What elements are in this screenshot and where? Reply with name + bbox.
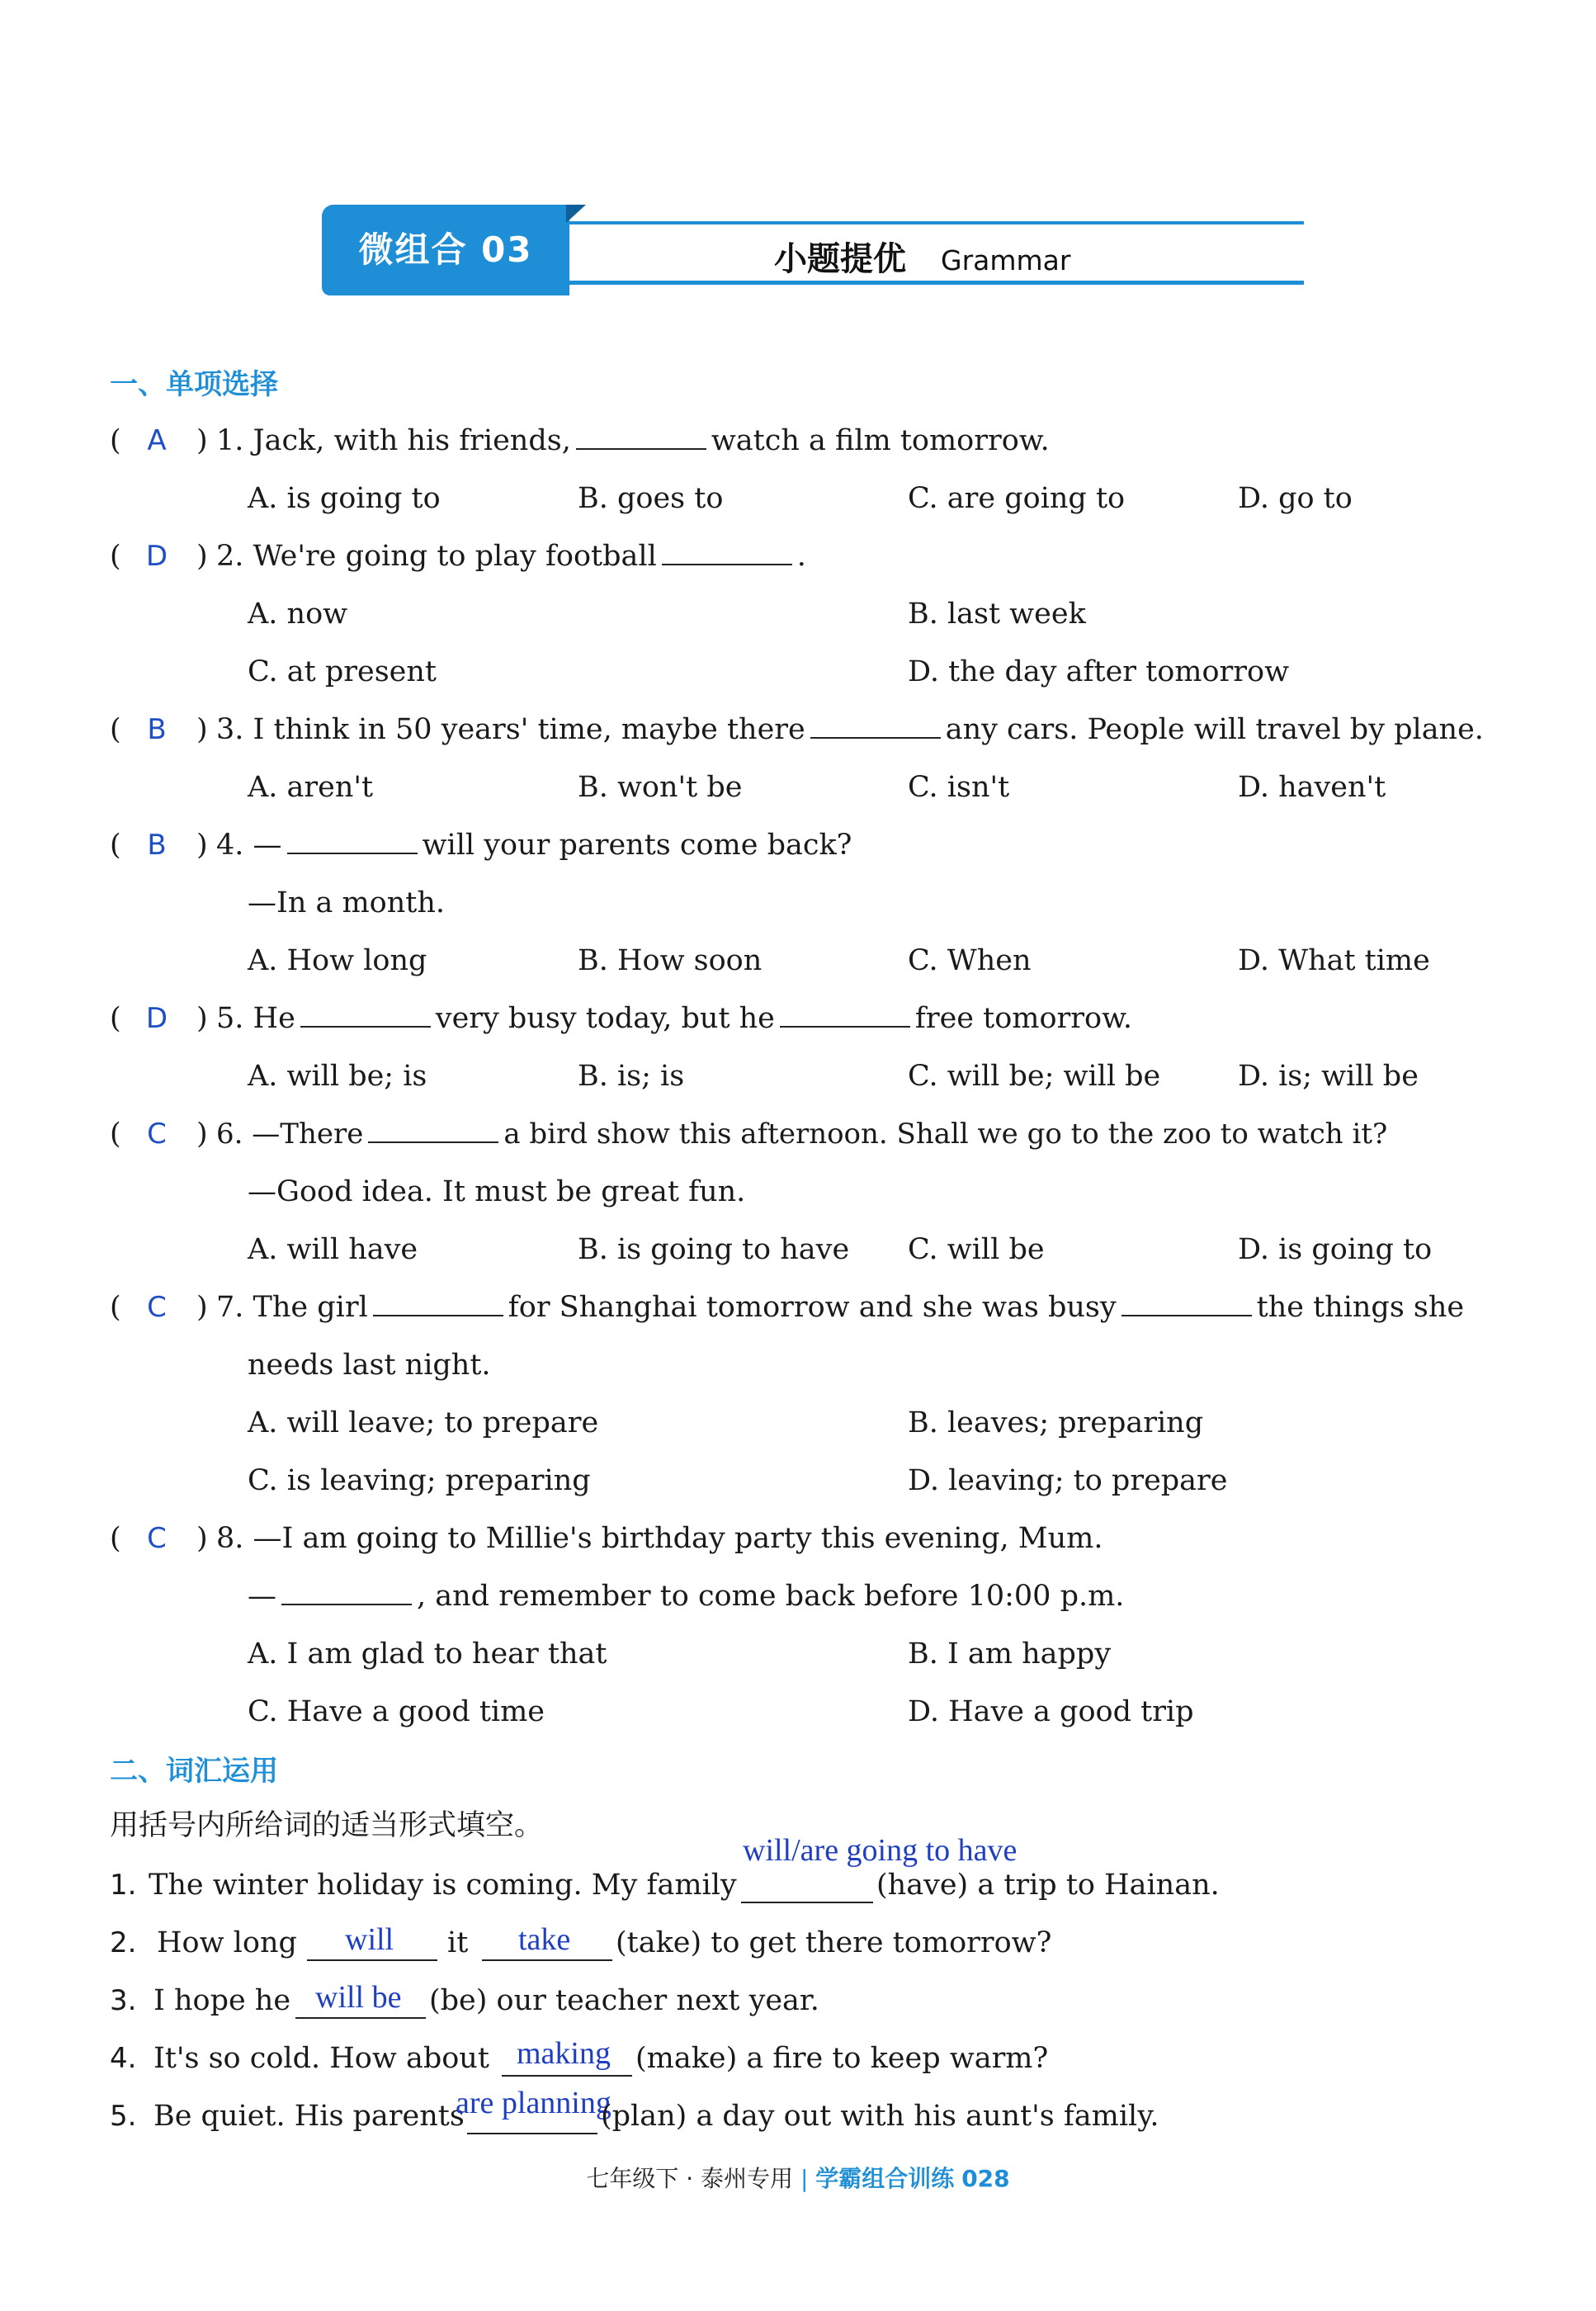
option-5c: C. will be; will be — [908, 1060, 1161, 1093]
option-8d: D. Have a good trip — [908, 1695, 1194, 1728]
option-7c: C. is leaving; preparing — [248, 1464, 591, 1497]
vocab-3-blank — [295, 2017, 426, 2019]
answer-4: B — [147, 829, 167, 862]
blank — [287, 826, 418, 854]
question-4: 4. — will your parents come back? — [216, 825, 852, 865]
vocab-1-number: 1. — [110, 1869, 137, 1902]
page-number: 028 — [961, 2165, 1010, 2192]
option-7a: A. will leave; to prepare — [248, 1406, 599, 1439]
header-title — [774, 233, 1070, 282]
option-4d: D. What time — [1238, 944, 1430, 977]
vocab-2-pre: How long — [157, 1926, 297, 1959]
option-2d: D. the day after tomorrow — [908, 655, 1290, 688]
question-6-reply: —Good idea. It must be great fun. — [248, 1175, 746, 1208]
option-4c: C. When — [908, 944, 1032, 977]
option-7d: D. leaving; to prepare — [908, 1464, 1228, 1497]
vocab-5-blank — [467, 2133, 597, 2134]
option-3b: B. won't be — [578, 771, 743, 804]
option-1c: C. are going to — [908, 482, 1126, 515]
vocab-1-blank — [741, 1902, 873, 1903]
option-6d: D. is going to — [1238, 1233, 1433, 1266]
option-3d: D. haven't — [1238, 771, 1386, 804]
blank — [281, 1577, 412, 1605]
vocab-4-pre: It's so cold. How about — [153, 2042, 489, 2075]
vocab-1-post: (have) a trip to Hainan. — [876, 1869, 1220, 1902]
vocab-3-fill: will be — [315, 1980, 402, 2015]
vocab-5-pre: Be quiet. His parents — [153, 2100, 465, 2133]
footer-brand: 学霸组合训练 — [815, 2165, 955, 2192]
header-subtitle: Grammar — [941, 244, 1071, 276]
answer-8: C — [147, 1522, 167, 1555]
vocab-2-post: (take) to get there tomorrow? — [616, 1926, 1052, 1959]
question-2: 2. We're going to play football . — [216, 536, 806, 576]
option-4a: A. How long — [248, 944, 427, 977]
question-3: 3. I think in 50 years' time, maybe there any cars. People will travel by plane. — [216, 710, 1484, 749]
vocab-2-blank-2 — [482, 1959, 612, 1961]
blank — [662, 537, 792, 565]
vocab-2-mid: it — [447, 1926, 469, 1959]
vocab-3-post: (be) our teacher next year. — [429, 1984, 819, 2017]
option-3a: A. aren't — [248, 771, 374, 804]
vocab-4-blank — [502, 2075, 632, 2077]
option-7b: B. leaves; preparing — [908, 1406, 1204, 1439]
answer-6: C — [147, 1118, 167, 1151]
option-8c: C. Have a good time — [248, 1695, 545, 1728]
option-1a: A. is going to — [248, 482, 441, 515]
question-4-reply: —In a month. — [248, 886, 446, 919]
question-6: 6. —There a bird show this afternoon. Shall we go to the zoo to watch it? — [216, 1114, 1387, 1154]
tab-fold-decoration — [566, 205, 586, 223]
blank — [373, 1288, 503, 1316]
blank — [368, 1115, 498, 1143]
option-2c: C. at present — [248, 655, 437, 688]
blank — [1121, 1288, 1252, 1316]
option-1d: D. go to — [1238, 482, 1353, 515]
page-footer — [0, 2161, 1596, 2194]
question-1: 1. Jack, with his friends, watch a film tomorrow. — [216, 421, 1050, 461]
vocab-4-number: 4. — [110, 2042, 137, 2075]
vocab-1-pre: The winter holiday is coming. My family — [149, 1869, 737, 1902]
blank — [300, 1000, 431, 1028]
vocab-4-post: (make) a fire to keep warm? — [635, 2042, 1049, 2075]
option-1b: B. goes to — [578, 482, 724, 515]
answer-2: D — [145, 540, 168, 573]
answer-7: C — [147, 1291, 167, 1324]
option-2b: B. last week — [908, 598, 1086, 631]
option-4b: B. How soon — [578, 944, 763, 977]
option-2a: A. now — [248, 598, 348, 631]
vocab-2-number: 2. — [110, 1926, 137, 1959]
section-tab: 微组合 03 — [322, 205, 569, 295]
section-2-title: 二、词汇运用 — [110, 1755, 278, 1788]
option-5d: D. is; will be — [1238, 1060, 1419, 1093]
option-5a: A. will be; is — [248, 1060, 427, 1093]
blank — [780, 1000, 910, 1028]
vocab-5-post: (plan) a day out with his aunt's family. — [601, 2100, 1159, 2133]
vocab-5-fill: are planning — [456, 2086, 611, 2120]
vocab-2-fill-2: take — [518, 1922, 571, 1957]
answer-5: D — [145, 1002, 168, 1035]
vocab-3-pre: I hope he — [153, 1984, 291, 2017]
section-1-title: 一、单项选择 — [110, 368, 278, 401]
blank — [810, 711, 941, 739]
vocab-5-number: 5. — [110, 2100, 137, 2133]
option-5b: B. is; is — [578, 1060, 685, 1093]
option-6c: C. will be — [908, 1233, 1045, 1266]
vocab-3-number: 3. — [110, 1984, 137, 2017]
footer-separator: | — [800, 2165, 816, 2192]
option-3c: C. isn't — [908, 771, 1010, 804]
vocab-2-fill-1: will — [345, 1922, 394, 1957]
option-8b: B. I am happy — [908, 1638, 1112, 1671]
option-6b: B. is going to have — [578, 1233, 850, 1266]
question-7-cont: needs last night. — [248, 1349, 491, 1382]
vocab-4-fill: making — [517, 2036, 611, 2071]
option-8a: A. I am glad to hear that — [248, 1638, 607, 1671]
header-title-cn: 小题提优 — [774, 240, 906, 278]
worksheet-page: 微组合 03 小题提优 Grammar 一、单项选择 ( A ) 1. Jack, with his friends, watch a film tomorrow. A. is going to B. goes to C. are going to D. go to ( D ) 2. We're going to play football . A. now B. last week C. at present D. the day after tomorrow ( B ) 3. I think in 50 years' time, maybe there any cars. People will travel by plane. A. aren't B. won't be C. isn't D. haven't ( B ) 4. — will your parents come back? —In a month. A. How long B. How soon C. When D. What time ( D ) 5. He very busy today, but he free tomorrow. A. will be; is B. is; is C. will be; will be D. is; will be ( C ) 6. —There a bird show this afternoon. Shall we go to the zoo to watch it? —Good idea. It must be great fun. A. will have B. is going to have C. will be D. is going to ( C ) 7. The girl for Shanghai tomorrow and she was busy the things she needs last night. A. will leave; to prepare B. leaves; preparing C. is leaving; preparing D. leaving; to prepare ( C ) 8. —I am going to Millie's birthday party this evening, Mum. — , and remember to come back before 10:00 p.m. A. I am glad to hear that B. I am happy C. Have a good time D. Have a good trip 二、词汇运用 用括号内所给词的适当形式填空。 1. The winter holiday is coming. My family will/are going to have (have) a trip to Hainan. 2. How long will it take (take) to get there tomorrow? 3. I hope he will be (be) our teacher next year. 4. It's so cold. How about making (make) a fire to keep warm? 5. Be quiet. His parents are planning (plan) a day out with his aunt's family. 七年级下 · 泰州专用 | 学霸组合训练 028 — [0, 0, 1596, 2311]
answer-1: A — [147, 424, 167, 457]
option-6a: A. will have — [248, 1233, 418, 1266]
vocab-1-fill: will/are going to have — [743, 1833, 1018, 1868]
blank — [576, 422, 706, 450]
footer-grade: 七年级下 · 泰州专用 — [586, 2165, 794, 2192]
question-5: 5. He very busy today, but he free tomorrow. — [216, 999, 1132, 1038]
section-2-instruction: 用括号内所给词的适当形式填空。 — [110, 1809, 544, 1842]
answer-3: B — [147, 713, 167, 746]
question-8-reply: — , and remember to come back before 10:00 p.m. — [248, 1576, 1124, 1616]
header-rule-top — [569, 221, 1304, 224]
question-8: 8. —I am going to Millie's birthday party this evening, Mum. — [216, 1522, 1103, 1555]
vocab-2-blank-1 — [307, 1959, 437, 1961]
question-7: 7. The girl for Shanghai tomorrow and she was busy the things she — [216, 1288, 1464, 1327]
